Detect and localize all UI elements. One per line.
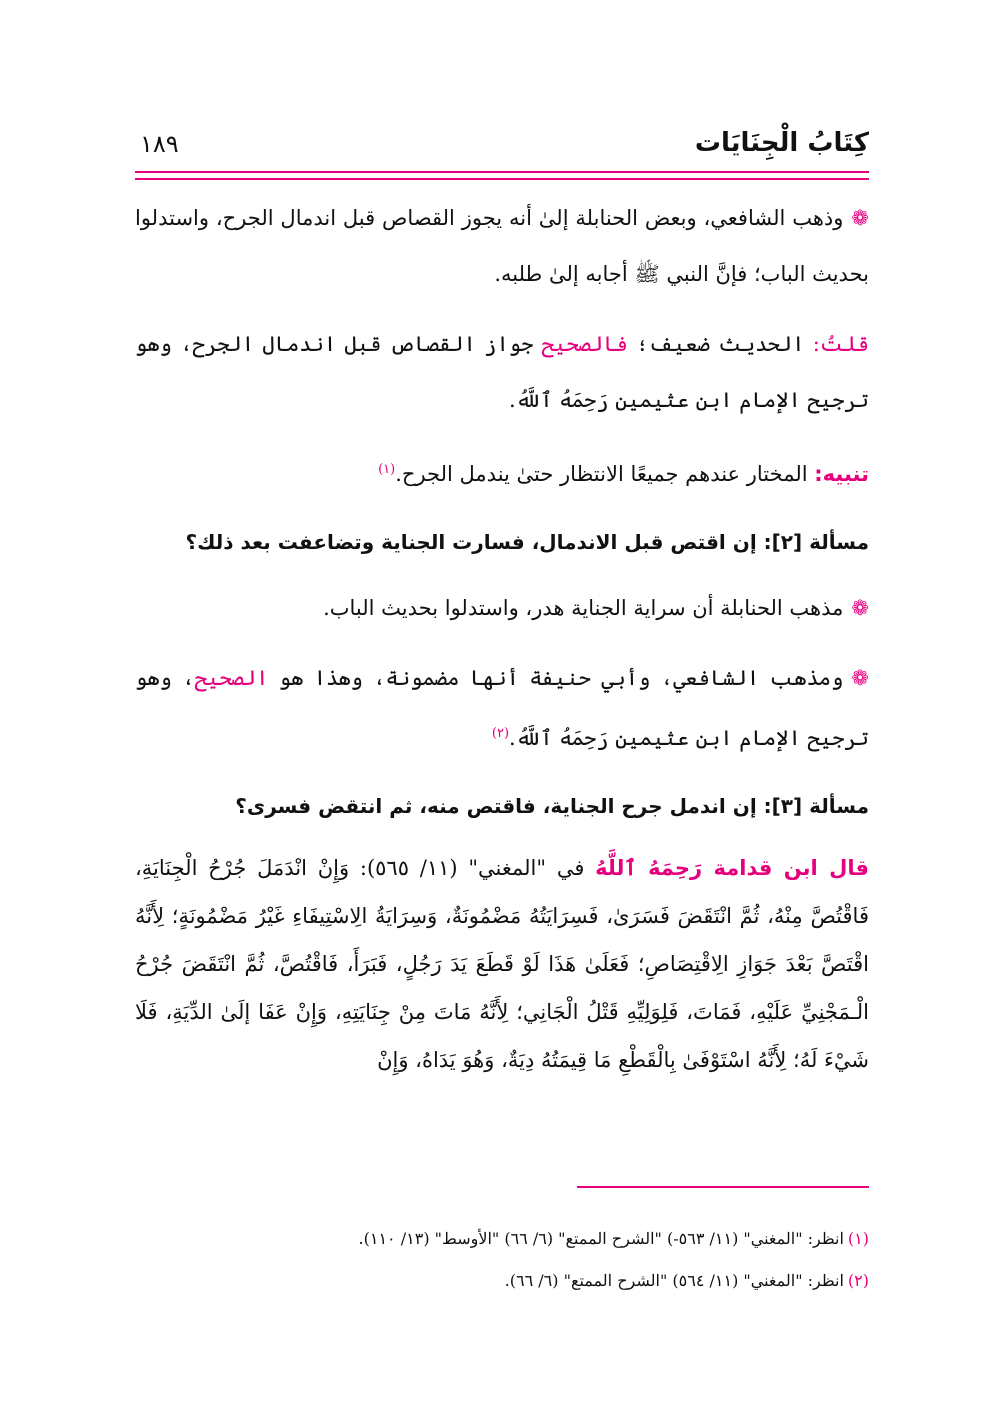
footnote-separator bbox=[577, 1186, 869, 1188]
issue-label: مسألة [٣]: bbox=[763, 794, 869, 818]
highlight-sahih: الصحيح bbox=[194, 666, 269, 690]
issue-heading-3 bbox=[135, 782, 869, 830]
flower-bullet-icon: ❁ bbox=[851, 596, 869, 620]
footnote-text: انظر: "المغني" (١١/ ٥٦٣-) "الشرح الممتع" (٦/ ٦٦) "الأوسط" (١٣/ ١١٠). bbox=[358, 1229, 844, 1248]
paragraph-text: المختار عندهم جميعًا الانتظار حتىٰ يندمل الجرح. bbox=[395, 462, 815, 486]
paragraph-shafii-hanafi-view bbox=[135, 650, 869, 766]
header-rule-bottom bbox=[135, 178, 869, 180]
paragraph-text: وذهب الشافعي، وبعض الحنابلة إلىٰ أنه يجوز القصاص قبل اندمال الجرح، واستدلوا بحديث الباب؛ فإنَّ النبي ﷺ أجابه إلىٰ طلبه. bbox=[135, 206, 869, 286]
page-header bbox=[135, 128, 869, 168]
paragraph-author-opinion bbox=[135, 316, 869, 428]
paragraph-hanbali-view bbox=[135, 580, 869, 636]
chapter-title: كِتَابُ الْجِنَايَات bbox=[694, 128, 869, 158]
footnote-2 bbox=[135, 1260, 869, 1302]
paragraph-text: ومذهب الشافعي، وأبي حنيفة أنها مضمونة، وهذا هو bbox=[268, 666, 844, 690]
flower-bullet-icon: ❁ bbox=[851, 666, 869, 690]
issue-label: مسألة [٢]: bbox=[763, 530, 869, 554]
flower-bullet-icon: ❁ bbox=[851, 206, 869, 230]
paragraph-shafii-view bbox=[135, 190, 869, 302]
paragraph-text: الحديث ضعيف؛ bbox=[627, 332, 813, 356]
footnote-number: (٢) bbox=[847, 1271, 869, 1290]
issue-text: إن اندمل جرح الجناية، فاقتص منه، ثم انتقض فسرى؟ bbox=[235, 794, 764, 818]
footnote-1 bbox=[135, 1218, 869, 1260]
footnote-ref-2[interactable]: (٢) bbox=[491, 726, 510, 741]
paragraph-text: مذهب الحنابلة أن سراية الجناية هدر، واستدلوا بحديث الباب. bbox=[323, 596, 844, 620]
footnote-ref-1[interactable]: (١) bbox=[378, 462, 396, 477]
quote-attribution: قال ابن قدامة رَحِمَهُ ٱللَّهُ bbox=[595, 856, 869, 880]
footnote-text: انظر: "المغني" (١١/ ٥٦٤) "الشرح الممتع" (٦/ ٦٦). bbox=[504, 1271, 844, 1290]
footnotes bbox=[135, 1218, 869, 1302]
tanbih-label: تنبيه: bbox=[814, 462, 869, 486]
paragraph-note bbox=[135, 442, 869, 502]
highlight-sahih: فالصحيح bbox=[541, 332, 628, 356]
main-text bbox=[135, 190, 869, 1084]
paragraph-text: ، وهو ترجيح الإمام ابن عثيمين رَحِمَهُ ٱللَّهُ. bbox=[135, 666, 869, 750]
issue-text: إن اقتص قبل الاندمال، فسارت الجناية وتضاعفت بعد ذلك؟ bbox=[185, 530, 764, 554]
quote-text: في "المغني" (١١/ ٥٦٥): وَإِنْ انْدَمَلَ جُرْحُ الْجِنَايَةِ، فَاقْتُصَّ مِنْهُ، ثُمَّ انْتَقَضَ فَسَرَىٰ، فَسِرَايَتُهُ مَضْمُونَةٌ، وَسِرَايَةُ الِاسْتِيفَاءِ غَيْرُ مَضْمُونَةٍ؛ لِأَنَّهُ اقْتَصَّ بَعْدَ جَوَازِ الِاقْتِصَاصِ؛ فَعَلَىٰ هَذَا لَوْ قَطَعَ يَدَ رَجُلٍ، فَبَرَأَ، فَاقْتُصَّ، ثُمَّ انْتَقَضَ جُرْحُ الْـمَجْنِيِّ عَلَيْهِ، فَمَاتَ، فَلِوَلِيِّهِ قَتْلُ الْجَانِي؛ لِأَنَّهُ مَاتَ مِنْ جِنَايَتِهِ، وَإِنْ عَفَا إلَىٰ الدِّيَةِ، فَلَا شَيْءَ لَهُ؛ لِأَنَّهُ اسْتَوْفَىٰ بِالْقَطْعِ مَا قِيمَتُهُ دِيَةٌ، وَهُوَ يَدَاهُ، وَإِنْ bbox=[135, 856, 869, 1072]
footnote-number: (١) bbox=[847, 1229, 869, 1248]
issue-heading-2 bbox=[135, 518, 869, 566]
paragraph-text: جواز القصاص قبل اندمال الجرح، وهو ترجيح الإمام ابن عثيمين رَحِمَهُ ٱللَّهُ. bbox=[135, 332, 869, 412]
qultu-label: قلتُ: bbox=[812, 332, 869, 356]
page-number: ١٨٩ bbox=[140, 130, 179, 158]
header-rule-top bbox=[135, 171, 869, 173]
paragraph-ibn-qudama-quote bbox=[135, 844, 869, 1084]
